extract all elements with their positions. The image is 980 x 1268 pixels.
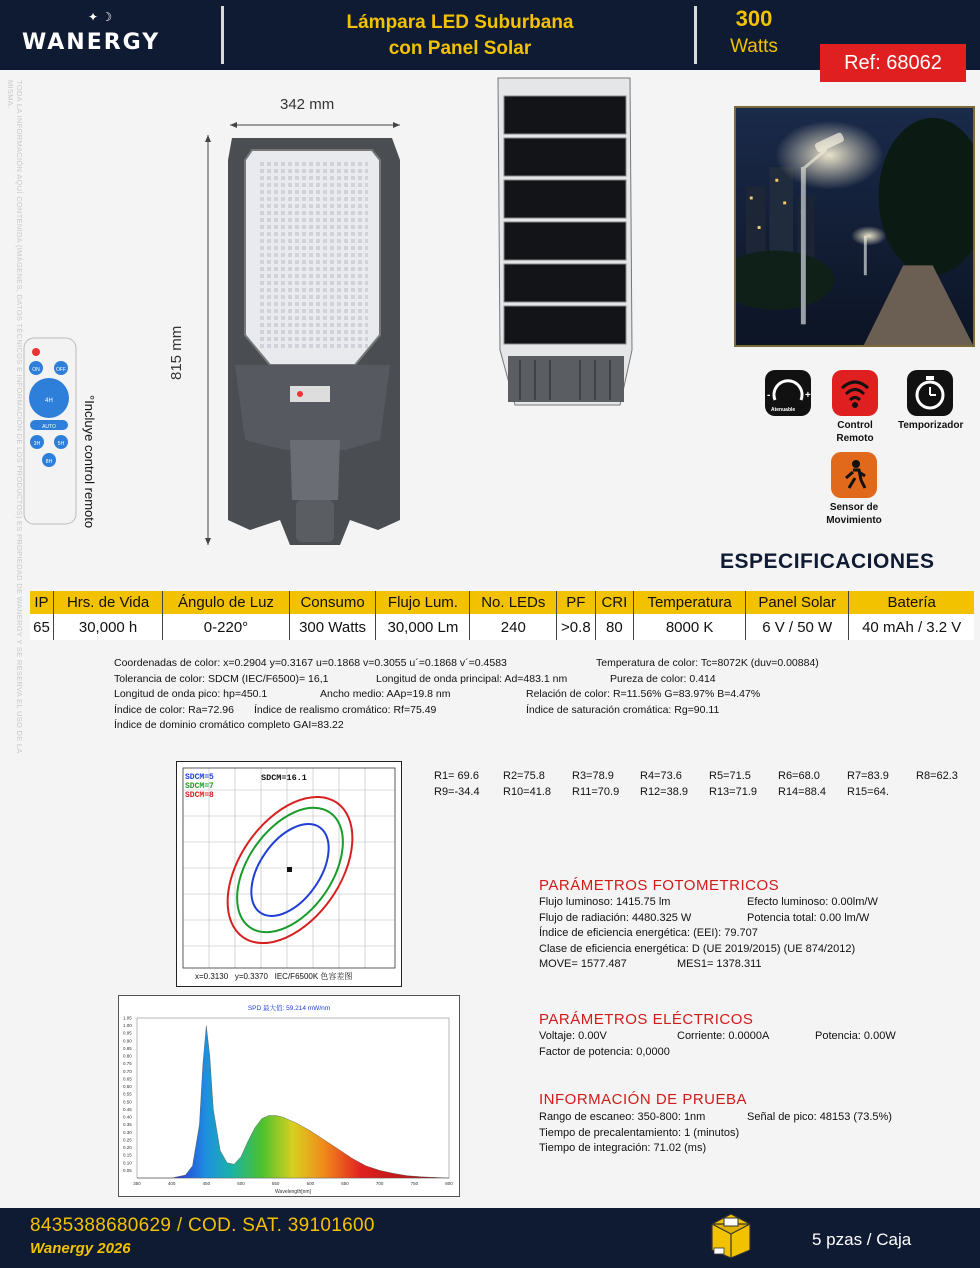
cie-footer <box>195 971 352 982</box>
title-line-1: Lámpara LED Suburbana <box>346 12 574 33</box>
legend-sdcm5: SDCM=5 <box>185 773 214 782</box>
barcode-sat-code: 8435388680629 / COD. SAT. 39101600 <box>30 1215 375 1236</box>
r-value: R9=-34.4 <box>434 786 480 798</box>
title-line-2: con Panel Solar <box>388 38 532 59</box>
lamp-front-image <box>228 138 400 545</box>
svg-text:4H: 4H <box>45 398 53 404</box>
spec-header: PF <box>557 591 595 614</box>
r-value: R7=83.9 <box>847 770 889 782</box>
spd-y-tick: 0.30 <box>123 1129 132 1135</box>
test-info-title: INFORMACIÓN DE PRUEBA <box>539 1091 748 1108</box>
svg-text:8H: 8H <box>45 459 53 465</box>
spec-header: Panel Solar <box>745 591 848 614</box>
color-purity: Pureza de color: 0.414 <box>610 672 716 685</box>
spec-value: 240 <box>470 614 557 640</box>
svg-text:AUTO: AUTO <box>42 424 56 430</box>
spd-y-tick: 0.60 <box>123 1084 132 1090</box>
brand-logo: WANERGY <box>22 30 161 55</box>
spd-x-tick: 600 <box>306 1181 315 1186</box>
legend-sdcm8: SDCM=8 <box>185 791 214 800</box>
saturation-index-rg: Índice de saturación cromática: Rg=90.11 <box>526 703 720 716</box>
footer-bar <box>0 1208 980 1268</box>
cie-legend <box>185 773 214 800</box>
mes1-value: MES1= 1378.311 <box>677 958 762 970</box>
spec-value: 80 <box>595 614 634 640</box>
spd-y-tick: 0.05 <box>123 1167 132 1173</box>
feature-motion-sensor <box>820 452 888 527</box>
peak-signal: Señal de pico: 48153 (73.5%) <box>747 1111 892 1123</box>
spd-y-tick: 0.50 <box>123 1099 132 1105</box>
remote-signal-icon <box>832 370 878 416</box>
spd-y-tick: 0.80 <box>123 1053 132 1059</box>
spd-y-tick: 0.85 <box>123 1045 132 1051</box>
package-box-icon <box>708 1210 754 1260</box>
feature-label: Temporizador <box>898 420 964 431</box>
spd-chart-svg <box>119 996 459 1196</box>
peak-wavelength: Longitud de onda pico: hp=450.1 <box>114 688 268 700</box>
spd-y-tick: 0.55 <box>123 1091 132 1097</box>
r-value: R2=75.8 <box>503 770 545 782</box>
cie-standard: IEC/F6500K 色容差图 <box>274 972 353 981</box>
cie-sdcm: SDCM=16.1 <box>261 773 307 783</box>
svg-text:OFF: OFF <box>56 367 66 373</box>
color-index-ra: Índice de color: Ra=72.96 <box>114 703 234 716</box>
lamp-back-solar-image <box>498 78 632 405</box>
spec-value: 65 <box>30 614 53 640</box>
energy-efficiency-class: Clase de eficiencia energética: D (UE 2019/2015) (UE 874/2012) <box>539 942 856 955</box>
spd-y-tick: 0.40 <box>123 1114 132 1120</box>
spd-x-tick: 400 <box>167 1181 176 1186</box>
r-value: R14=88.4 <box>778 786 827 798</box>
r-value: R13=71.9 <box>709 786 758 798</box>
spd-y-tick: 0.15 <box>123 1152 132 1158</box>
spd-y-tick: 0.10 <box>123 1160 132 1166</box>
spec-header: Ángulo de Luz <box>163 591 289 614</box>
gai-index: Índice de dominio cromático completo GAI=83.22 <box>114 719 344 731</box>
feature-dimmable <box>760 370 816 419</box>
r-value: R15=64. <box>847 786 889 798</box>
photometric-title: PARÁMETROS FOTOMETRICOS <box>539 877 780 894</box>
spd-y-tick: 0.45 <box>123 1106 132 1112</box>
feature-remote-control <box>826 370 884 445</box>
half-width: Ancho medio: AAp=19.8 nm <box>320 688 451 700</box>
spd-y-tick: 1.05 <box>123 1015 132 1021</box>
spd-x-tick: 750 <box>410 1181 419 1186</box>
spd-title: SPD 最大值: 59.214 mW/nm <box>247 1005 331 1012</box>
r-value: R10=41.8 <box>503 786 552 798</box>
spd-x-tick: 550 <box>271 1181 280 1186</box>
r-value: R11=70.9 <box>572 786 620 798</box>
feature-timer <box>898 370 962 432</box>
svg-text:ON: ON <box>32 367 40 373</box>
spec-value: 30,000 h <box>53 614 162 640</box>
spd-y-tick: 0.20 <box>123 1145 132 1151</box>
svg-text:+: + <box>805 390 811 401</box>
preheat-time: Tiempo de precalentamiento: 1 (minutos) <box>539 1126 740 1139</box>
spec-header: Flujo Lum. <box>376 591 470 614</box>
reference-badge: Ref: 68062 <box>820 44 966 82</box>
spec-value: 40 mAh / 3.2 V <box>849 614 974 640</box>
spd-y-tick: 0.65 <box>123 1076 132 1082</box>
specs-title: ESPECIFICACIONES <box>720 550 935 573</box>
spec-value: 30,000 Lm <box>376 614 470 640</box>
r-value: R6=68.0 <box>778 770 820 782</box>
spd-x-tick: 500 <box>237 1181 245 1186</box>
spd-x-tick: 650 <box>341 1181 349 1186</box>
dimmer-icon: + - Atenuable <box>765 370 811 416</box>
cie-y: y=0.3370 <box>234 972 268 981</box>
luminous-flux: Flujo luminoso: 1415.75 lm <box>539 896 671 908</box>
height-dimension: 815 mm <box>168 325 185 380</box>
energy-efficiency-index: Índice de eficiencia energética: (EEI): 79.707 <box>539 927 758 939</box>
watts-label: Watts <box>730 36 778 57</box>
power-factor: Factor de potencia: 0,0000 <box>539 1045 670 1058</box>
r-value: R4=73.6 <box>640 770 682 782</box>
specs-value-row <box>30 614 974 640</box>
scan-range: Rango de escaneo: 350-800: 1nm <box>539 1111 706 1123</box>
spec-value: 8000 K <box>634 614 746 640</box>
spec-value: 0-220° <box>163 614 289 640</box>
r-value: R12=38.9 <box>640 786 689 798</box>
spd-x-tick: 800 <box>445 1181 453 1186</box>
r-value: R3=78.9 <box>572 770 614 782</box>
remote-control-image <box>24 338 76 524</box>
svg-text:5H: 5H <box>57 441 65 447</box>
spd-x-label: Wavelength[nm] <box>275 1189 311 1195</box>
cie-tolerance-chart <box>176 761 402 987</box>
spd-y-ticks <box>123 1016 132 1173</box>
cie-x: x=0.3130 <box>195 972 229 981</box>
width-dimension: 342 mm <box>280 96 335 113</box>
spd-y-tick: 0.75 <box>123 1061 132 1067</box>
timer-icon <box>907 370 953 416</box>
feature-label: Sensor de Movimiento <box>826 502 882 526</box>
spd-y-tick: 0.35 <box>123 1122 132 1128</box>
color-coords: Coordenadas de color: x=0.2904 y=0.3167 u=0.1868 v=0.3055 u´=0.1868 v´=0.4583 <box>114 657 507 669</box>
watts-value: 300 <box>735 6 773 31</box>
move-value: MOVE= 1577.487 <box>539 958 627 970</box>
electrical-title: PARÁMETROS ELÉCTRICOS <box>539 1011 754 1028</box>
remote-included-note: °Incluye control remoto <box>82 395 97 529</box>
brand-year: Wanergy 2026 <box>30 1240 131 1257</box>
spd-y-tick: 0.25 <box>123 1137 132 1143</box>
realism-index-rf: Índice de realismo cromático: Rf=75.49 <box>254 703 437 716</box>
logo-stars-icon: ✦ ☽ <box>88 10 113 24</box>
color-temp: Temperatura de color: Tc=8072K (duv=0.00884) <box>596 657 819 669</box>
specs-table <box>30 591 974 640</box>
spd-x-ticks <box>133 1181 453 1186</box>
spec-value: >0.8 <box>557 614 595 640</box>
spd-y-tick: 0.90 <box>123 1038 132 1044</box>
legend-sdcm7: SDCM=7 <box>185 782 214 791</box>
specs-header-row <box>30 591 974 614</box>
spec-header: Temperatura <box>634 591 746 614</box>
color-tolerance: Tolerancia de color: SDCM (IEC/F6500)= 16,1 <box>114 672 329 685</box>
svg-text:3H: 3H <box>33 441 41 447</box>
r-value: R1= 69.6 <box>434 770 479 782</box>
spd-y-tick: 0.70 <box>123 1068 132 1074</box>
street-night-photo <box>734 106 975 347</box>
spec-value: 6 V / 50 W <box>745 614 848 640</box>
feature-label: Control Remoto <box>836 420 874 444</box>
color-ratio: Relación de color: R=11.56% G=83.97% B=4.47% <box>526 688 761 700</box>
spd-y-tick: 0.95 <box>123 1030 132 1036</box>
r-value: R8=62.3 <box>916 770 958 782</box>
spd-x-tick: 700 <box>375 1181 384 1186</box>
spec-value: 300 Watts <box>289 614 376 640</box>
legal-side-note: TODA LA INFORMACIÓN AQUÍ CONTENIDA (IMÁGENES, DATOS TÉCNICOS E INFORMACIÓN DE LOS PRODUCTOS) ES PROPIEDAD DE WANERGY Y SE RESERVA EL USO DE LA MISMA. <box>6 80 24 754</box>
spec-header: No. LEDs <box>470 591 557 614</box>
r-value: R5=71.5 <box>709 770 751 782</box>
spec-header: CRI <box>595 591 634 614</box>
spec-header: Batería <box>849 591 974 614</box>
svg-text:-: - <box>767 390 771 401</box>
spec-header: IP <box>30 591 53 614</box>
voltage: Voltaje: 0.00V <box>539 1030 607 1042</box>
power: Potencia: 0.00W <box>815 1030 896 1042</box>
spd-x-tick: 450 <box>202 1181 211 1186</box>
motion-sensor-icon <box>831 452 877 498</box>
pieces-per-box: 5 pzas / Caja <box>812 1230 912 1249</box>
current: Corriente: 0.0000A <box>677 1030 770 1042</box>
luminous-efficacy: Efecto luminoso: 0.00lm/W <box>747 896 878 908</box>
spec-header: Hrs. de Vida <box>53 591 162 614</box>
spd-chart <box>118 995 460 1197</box>
dominant-wavelength: Longitud de onda principal: Ad=483.1 nm <box>376 672 568 685</box>
total-power: Potencia total: 0.00 lm/W <box>747 911 870 924</box>
spec-header: Consumo <box>289 591 376 614</box>
spd-y-tick: 1.00 <box>123 1023 132 1029</box>
spd-x-tick: 350 <box>133 1181 141 1186</box>
integration-time: Tiempo de integración: 71.02 (ms) <box>539 1142 707 1154</box>
radiant-flux: Flujo de radiación: 4480.325 W <box>539 911 692 924</box>
